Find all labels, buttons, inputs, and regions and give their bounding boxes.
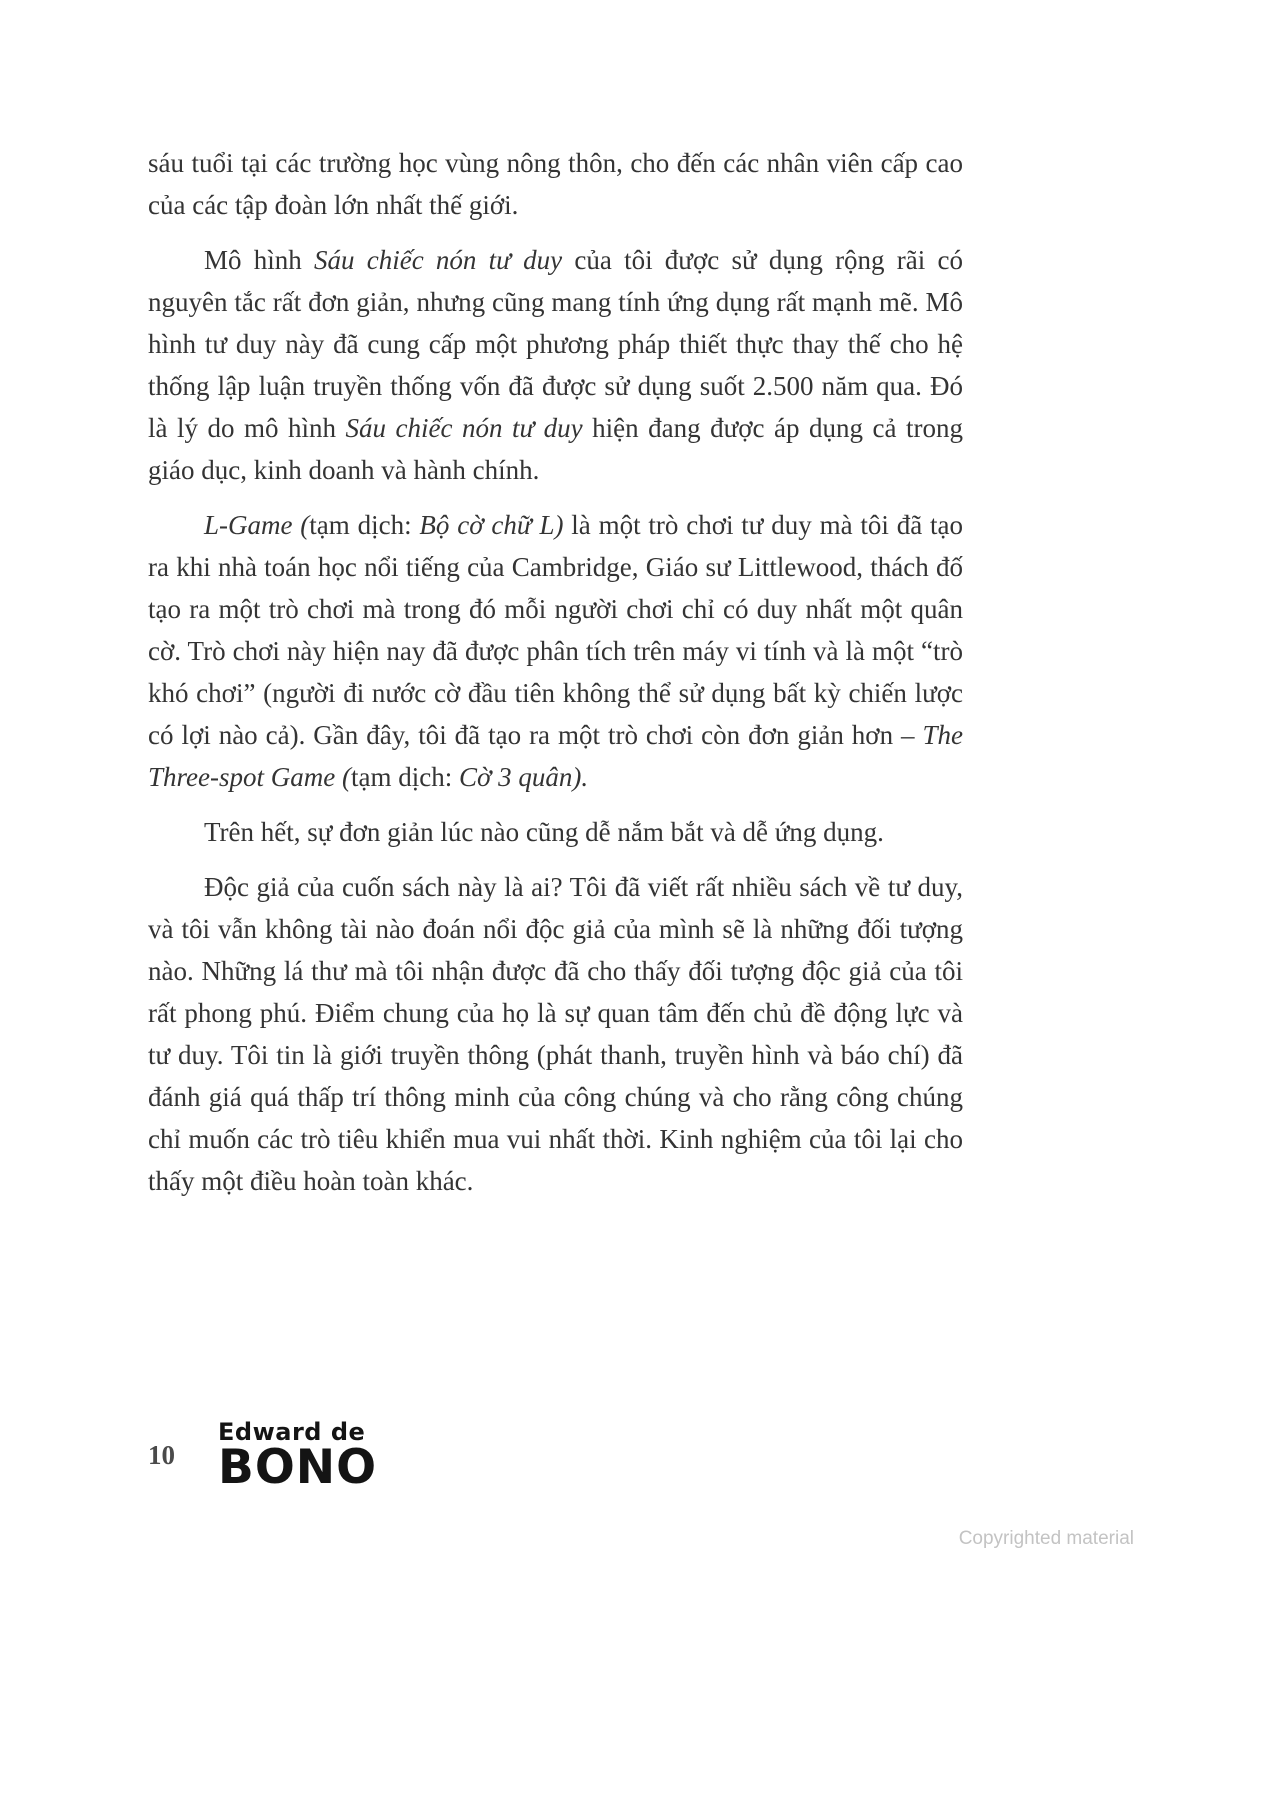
italic-text-run: Cờ 3 quân). — [458, 762, 589, 792]
text-run: Mô hình — [204, 245, 314, 275]
text-run: sáu tuổi tại các trường học vùng nông thôn, cho đến các nhân viên cấp cao của các tập đoàn lớn nhất thế giới. — [148, 148, 963, 220]
italic-text-run: L-Game ( — [204, 510, 310, 540]
text-run: hiện đang được áp dụng cả trong giáo dục, kinh doanh và hành chính. — [148, 413, 963, 485]
paragraph — [148, 866, 963, 1202]
logo-text-edward-de: Edward de — [218, 1418, 366, 1446]
text-run: Trên hết, sự đơn giản lúc nào cũng dễ nắm bắt và dễ ứng dụng. — [204, 817, 884, 847]
italic-text-run: The Three-spot Game ( — [148, 720, 963, 792]
paragraph — [148, 239, 963, 491]
edward-de-bono-logo — [218, 1418, 378, 1495]
italic-text-run: Sáu chiếc nón tư duy — [314, 245, 563, 275]
page-body — [148, 142, 963, 1215]
text-run: Độc giả của cuốn sách này là ai? Tôi đã viết rất nhiều sách về tư duy, và tôi vẫn không tài nào đoán nổi độc giả của mình sẽ là những đối tượng nào. Những lá thư mà tôi nhận được đã cho thấy đối tượng độc giả của tôi rất phong phú. Điểm chung của họ là sự quan tâm đến chủ đề động lực và tư duy. Tôi tin là giới truyền thông (phát thanh, truyền hình và báo chí) đã đánh giá quá thấp trí thông minh của công chúng và cho rằng công chúng chỉ muốn các trò tiêu khiển mua vui nhất thời. Kinh nghiệm của tôi lại cho thấy một điều hoàn toàn khác. — [148, 872, 963, 1196]
italic-text-run: Sáu chiếc nón tư duy — [345, 413, 583, 443]
text-run: là một trò chơi tư duy mà tôi đã tạo ra khi nhà toán học nổi tiếng của Cambridge, Giáo sư Littlewood, thách đố tạo ra một trò chơi mà trong đó mỗi người chơi chỉ có duy nhất một quân cờ. Trò chơi này hiện nay đã được phân tích trên máy vi tính và là một “trò khó chơi” (người đi nước cờ đầu tiên không thể sử dụng bất kỳ chiến lược có lợi nào cả). Gần đây, tôi đã tạo ra một trò chơi còn đơn giản hơn – — [148, 510, 963, 750]
text-run: tạm dịch: — [350, 762, 459, 792]
text-run: của tôi được sử dụng rộng rãi có nguyên tắc rất đơn giản, nhưng cũng mang tính ứng dụng rất mạnh mẽ. Mô hình tư duy này đã cung cấp một phương pháp thiết thực thay thế cho hệ thống lập luận truyền thống vốn đã được sử dụng suốt 2.500 năm qua. Đó là lý do mô hình — [148, 245, 963, 443]
paragraph — [148, 142, 963, 226]
italic-text-run: Bộ cờ chữ L) — [419, 510, 564, 540]
page-number: 10 — [148, 1439, 175, 1470]
paragraph — [148, 811, 963, 853]
logo-text-bono: BONO — [218, 1440, 378, 1495]
paragraph — [148, 504, 963, 798]
text-run: tạm dịch: — [309, 510, 420, 540]
copyright-watermark: Copyrighted material — [958, 1528, 1134, 1549]
page-footer — [148, 1418, 378, 1495]
